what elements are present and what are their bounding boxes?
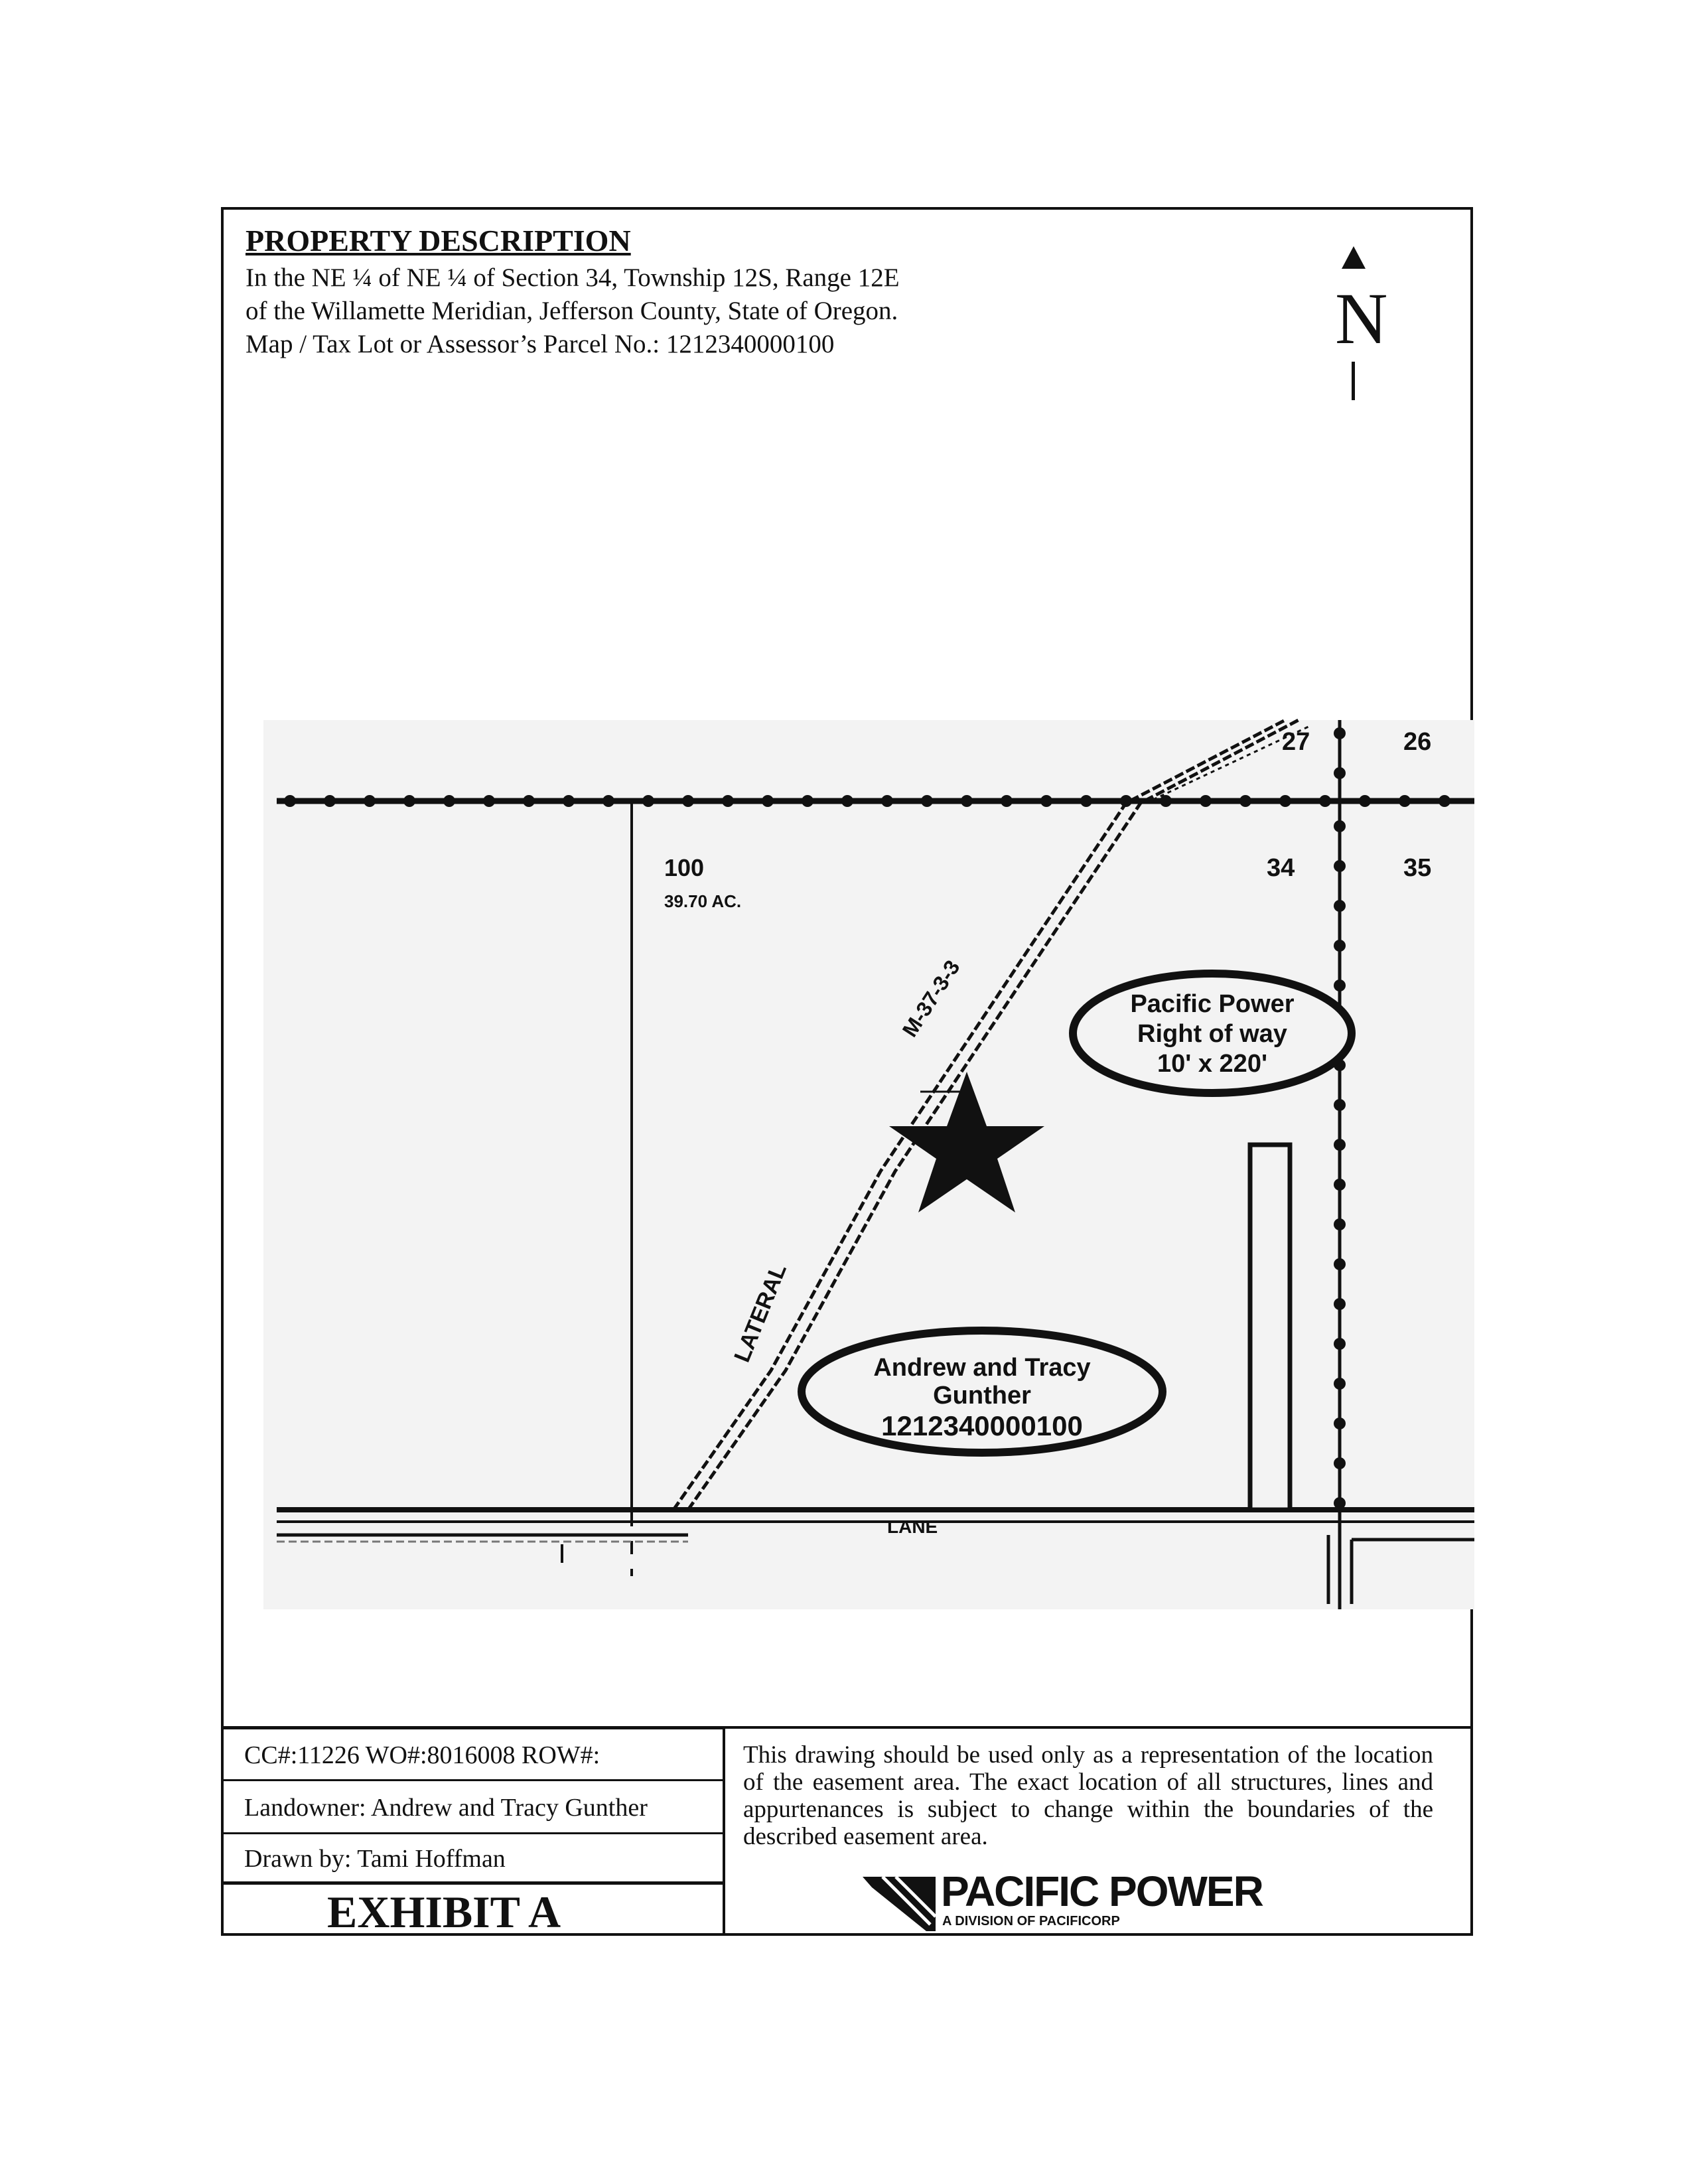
lane-label: LANE bbox=[887, 1516, 938, 1537]
legal-description-line-1: In the NE ¼ of NE ¼ of Section 34, Township 12S, Range 12E bbox=[246, 263, 900, 292]
parcel-acreage-label: 39.70 AC. bbox=[664, 891, 742, 911]
lateral-label: LATERAL bbox=[729, 1260, 792, 1366]
pacific-power-logo-icon bbox=[863, 1871, 942, 1934]
right-of-way-line-2: Right of way bbox=[1137, 1020, 1287, 1048]
drawn-by-row: Drawn by: Tami Hoffman bbox=[221, 1832, 724, 1881]
parcel-number-line: Map / Tax Lot or Assessor’s Parcel No.: 1212340000100 bbox=[246, 330, 835, 358]
right-of-way-line-1: Pacific Power bbox=[1130, 990, 1295, 1018]
section-number-26: 26 bbox=[1403, 728, 1432, 756]
logo-name: PACIFIC POWER bbox=[941, 1867, 1263, 1915]
right-of-way-strip bbox=[1250, 1145, 1290, 1510]
north-label: N bbox=[1335, 278, 1388, 359]
work-order-ids: CC#:11226 WO#:8016008 ROW#: bbox=[221, 1727, 724, 1779]
owner-line-1: Andrew and Tracy bbox=[873, 1354, 1091, 1382]
section-number-35: 35 bbox=[1403, 854, 1432, 882]
parcel-number-label: 100 bbox=[664, 854, 705, 881]
line-id-label: M-37-3-3 bbox=[897, 956, 965, 1041]
owner-line-2: Gunther bbox=[933, 1382, 1031, 1410]
exhibit-label: EXHIBIT A bbox=[221, 1881, 724, 1936]
section-number-34: 34 bbox=[1267, 854, 1295, 882]
landowner-row: Landowner: Andrew and Tracy Gunther bbox=[221, 1779, 724, 1832]
owner-line-3: 1212340000100 bbox=[881, 1410, 1083, 1441]
disclaimer-text: This drawing should be used only as a representation of the location of the easement area. The exact location of all structures, lines and appurtenances is subject to change within the boundaries of the described easement area. bbox=[743, 1741, 1433, 1850]
footer-column-divider bbox=[723, 1727, 725, 1936]
easement-map bbox=[263, 707, 1474, 1609]
legal-description-line-2: of the Willamette Meridian, Jefferson County, State of Oregon. bbox=[246, 297, 898, 325]
right-of-way-line-3: 10' x 220' bbox=[1157, 1050, 1267, 1078]
logo-subtitle: A DIVISION OF PACIFICORP bbox=[942, 1914, 1120, 1929]
section-number-27: 27 bbox=[1282, 728, 1310, 756]
map-background bbox=[263, 720, 1474, 1609]
property-description-title: PROPERTY DESCRIPTION bbox=[246, 224, 631, 257]
